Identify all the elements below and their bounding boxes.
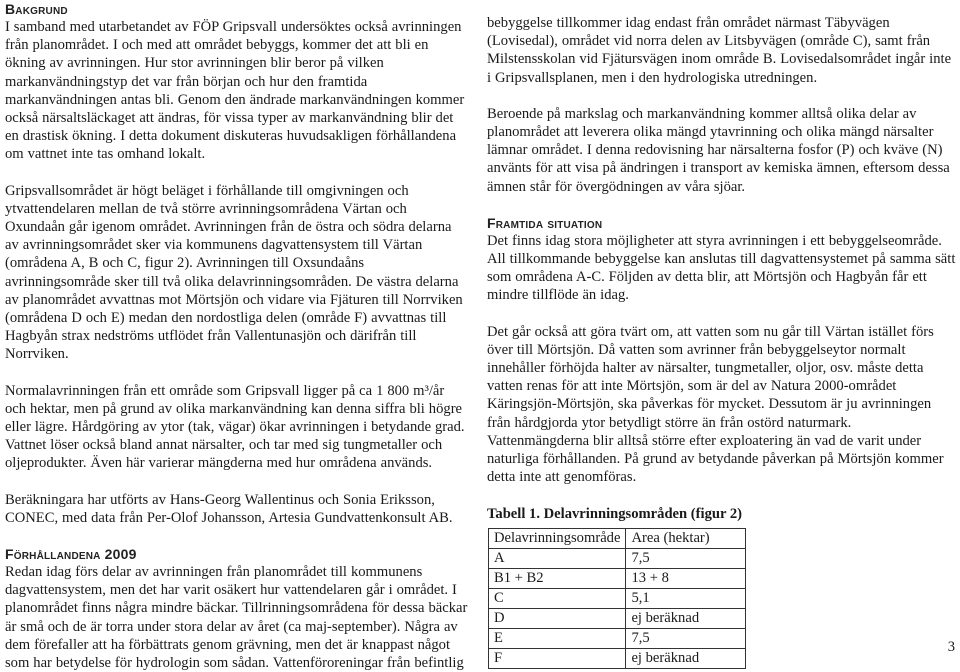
paragraph-framtida-1: Det finns idag stora möjligheter att styra avrinningen i ett bebyggelseområde. All tillkommande bebyggelse kan anslutas till dagvattensystemet på samma sätt som områdena A-C. Följden av detta blir, att Mörtsjön och Hagbyån får ett mindre tillflöde än idag. [487, 232, 956, 304]
table-title: Tabell 1. Delavrinningsområden (figur 2) [487, 506, 743, 523]
paragraph-right-1: bebyggelse tillkommer idag endast från området närmast Täbyvägen (Lovisedal), området vid norra delen av Litsbyvägen (område C), samt från Milstensskolan vid Fjätursvägen inom område B. Lovisedalsområdet ingår inte i Gripsvallsplanen, men i den hydrologiska utredningen. [487, 15, 952, 86]
table-row [489, 609, 746, 629]
table-row [489, 549, 746, 569]
paragraph-bakgrund-3: Normalavrinningen från ett område som Gripsvall ligger på ca 1 800 m³/år och hektar, men på grund av olika markanvändning kan denna siffra bli högre eller lägre. Hårdgöring av ytor (tak, vägar) ökar avrinningen i betydande grad. Vattnet löser också bland annat närsalter, och tar med sig tungmetaller och oljeprodukter. Även här varierar mängderna med hur områdena används. [5, 382, 465, 472]
table-cell: ej beräknad [626, 649, 746, 669]
table-header-row [489, 529, 746, 549]
table-header-cell: Area (hektar) [626, 529, 746, 549]
paragraph-bakgrund-2: Gripsvallsområdet är högt beläget i förhållande till omgivningen och ytvattendelaren mellan de två större avrinningsområdena Värtan och Oxundaån går igenom området. Avrinningen från de östra och södra delarna av avrinningsområdet sker via kommunens dagvattensystem till Värtan (områdena A, B och C, figur 2). Avrinningen till Oxsundaåns avrinningsområde sker till två olika delavrinningsområden. De västra delarna av planområdet avvattnas mot Mörtsjön och vidare via Fjäturen till Norrviken (områdena D och E) medan den nordostliga delen (område F) avvattnas till Hagbyån strax nedströms utflödet från Vallentunasjön och därifrån till Norrviken. [5, 182, 463, 363]
table-cell: B1 + B2 [489, 569, 626, 589]
paragraph-forhallandena-1: Redan idag förs delar av avrinningen från planområdet till kommunens dagvattensystem, men det har varit osäkert hur vattendelaren går i området. I planområdet finns några mindre bäckar. Tillrinningsområdena för dessa bäckar är små och de är torra under stora delar av året (ca maj-september). Några av dem förefaller att ha förbättrats genom grävning, men det är knappast något som har betydelse för hydrologin som sådan. Vattenföroreningar från befintlig [5, 564, 468, 672]
table-cell: 13 + 8 [626, 569, 746, 589]
table-cell: A [489, 549, 626, 569]
table-block [487, 505, 957, 669]
table-cell: 5,1 [626, 589, 746, 609]
table-row [489, 589, 746, 609]
table-cell: 7,5 [626, 629, 746, 649]
areas-table [488, 528, 746, 669]
page-number: 3 [947, 639, 955, 655]
table-header-cell: Delavrinningsområde [489, 529, 626, 549]
right-column [487, 14, 957, 669]
table-cell: ej beräknad [626, 609, 746, 629]
paragraph-framtida-2: Det går också att göra tvärt om, att vatten som nu går till Värtan istället förs över till Mörtsjön. Då vatten som avrinner från bebyggelseytor normalt innehåller förhöjda halter av närsalter, tungmetaller, oljor, osv. måste detta vatten renas för att inte Mörtsjön, som är del av Natura 2000-området Käringsjön-Mörtsjön, ska påverkas för mycket. Dessutom är ju avrinningen från hårdgjorda ytor betydligt större än från ostörd naturmark. Vattenmängderna blir alltså större efter exploatering än vad de varit under naturliga förhållanden. På grund av betydande påverkan på Mörtsjön kommer detta inte att genomföras. [487, 323, 944, 486]
paragraph-right-2: Beroende på markslag och markanvändning kommer alltså olika delar av planområdet att leverera olika mängd ytavrinning och olika mängd närsalter lämnar området. I denna redovisning har närsalterna fosfor (P) och kväve (N) använts för att visa på ändringen i transport av kemiska ämnen, eftersom dessa ämnen står för övergödningen av våra sjöar. [487, 105, 950, 195]
table-cell: E [489, 629, 626, 649]
paragraph-bakgrund-4: Beräkningara har utförts av Hans-Georg Wallentinus och Sonia Eriksson, CONEC, med data från Per-Olof Johansson, Artesia Gundvattenkonsult AB. [5, 491, 453, 526]
paragraph-bakgrund-1: I samband med utarbetandet av FÖP Gripsvall undersöktes också avrinningen från planområdet. I och med att området bebyggs, kommer det att bli en ökning av avrinningen. Hur stor avrinningen blir beror på vilken markanvändningstyp det var från början och hur den framtida markanvändningen antas bli. Genom den ändrade markanvändningen kommer också närsaltsläckaget att ändras, för vissa typer av markanvändning blir det en drastisk ökning. I detta dokument diskuteras huvudsakligen förhållandena om vattnet inte tas omhand lokalt. [5, 19, 465, 163]
left-column [5, 0, 468, 672]
table-cell: F [489, 649, 626, 669]
table-row [489, 569, 746, 589]
table-cell: 7,5 [626, 549, 746, 569]
section-heading-forhallandena: Förhållandena 2009 [5, 546, 137, 563]
table-cell: D [489, 609, 626, 629]
table-cell: C [489, 589, 626, 609]
table-row [489, 629, 746, 649]
section-heading-framtida: Framtida situation [487, 214, 603, 231]
section-heading-bakgrund: Bakgrund [5, 1, 68, 17]
